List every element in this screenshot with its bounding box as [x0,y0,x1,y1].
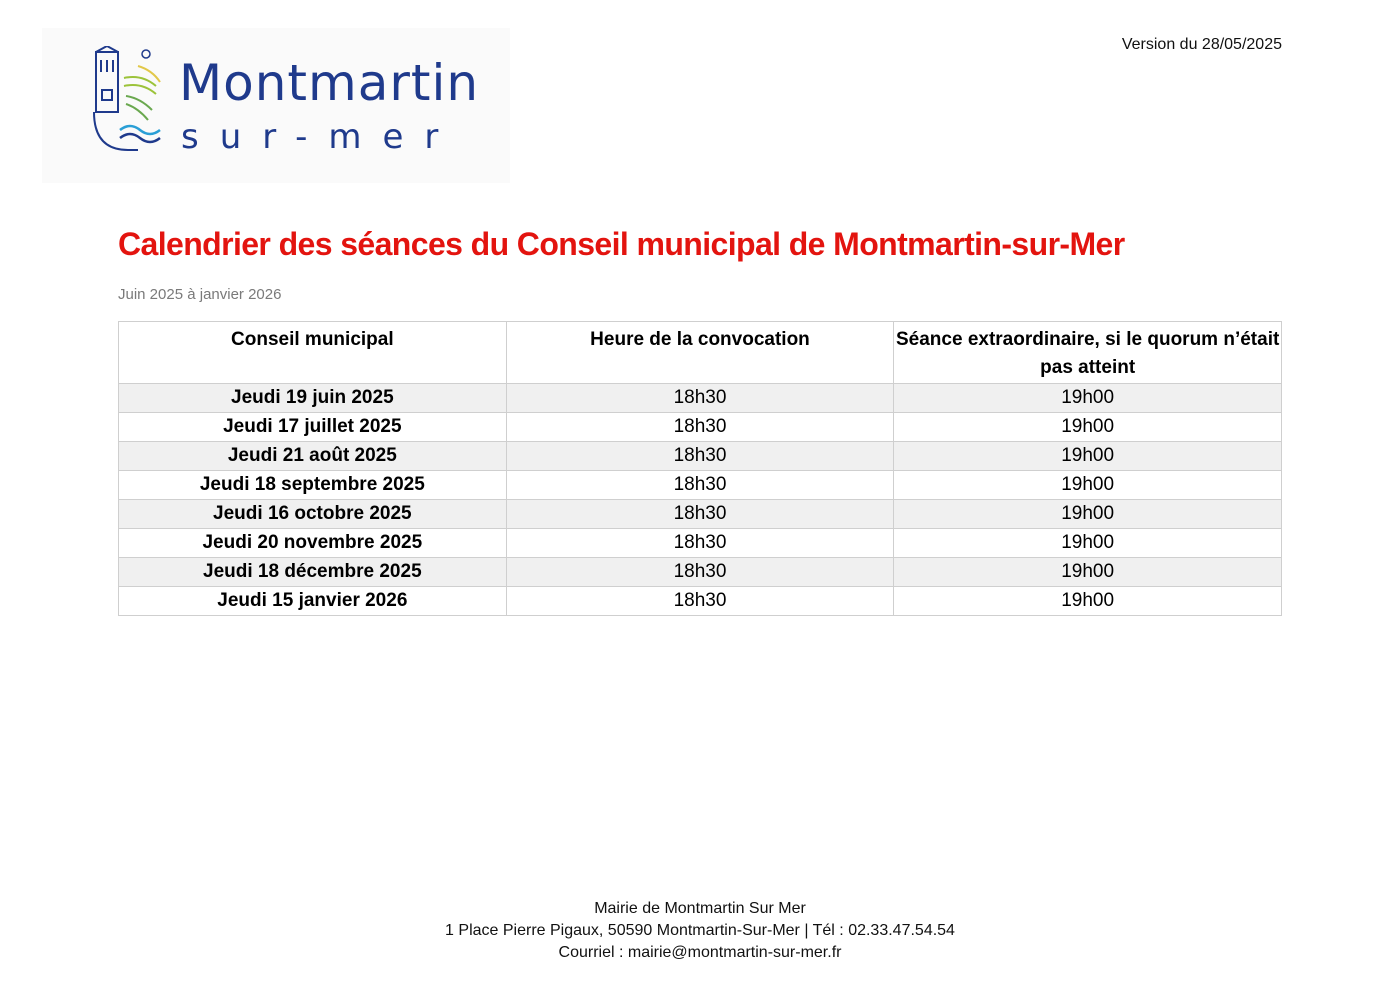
convocation-time: 18h30 [506,471,894,500]
page-subtitle: Juin 2025 à janvier 2026 [118,286,282,303]
convocation-time: 18h30 [506,442,894,471]
extraordinary-time: 19h00 [894,413,1282,442]
lighthouse-wave-icon [90,46,168,154]
column-header-council: Conseil municipal [119,322,507,384]
table-row [119,413,1282,442]
convocation-time: 18h30 [506,529,894,558]
convocation-time: 18h30 [506,384,894,413]
extraordinary-time: 19h00 [894,471,1282,500]
footer-email: Courriel : mairie@montmartin-sur-mer.fr [558,944,842,961]
logo-name: Montmartin [179,54,480,112]
session-date: Jeudi 17 juillet 2025 [119,413,507,442]
session-date: Jeudi 21 août 2025 [119,442,507,471]
schedule-table [118,321,1282,616]
municipal-logo [42,28,510,183]
footer-address-phone: 1 Place Pierre Pigaux, 50590 Montmartin-Sur-Mer | Tél : 02.33.47.54.54 [445,922,955,939]
session-date: Jeudi 19 juin 2025 [119,384,507,413]
session-date: Jeudi 18 septembre 2025 [119,471,507,500]
extraordinary-time: 19h00 [894,442,1282,471]
table-row [119,587,1282,616]
table-row [119,442,1282,471]
extraordinary-time: 19h00 [894,529,1282,558]
table-row [119,500,1282,529]
table-row [119,558,1282,587]
table-row [119,384,1282,413]
convocation-time: 18h30 [506,558,894,587]
footer-town-hall: Mairie de Montmartin Sur Mer [594,900,806,917]
convocation-time: 18h30 [506,413,894,442]
session-date: Jeudi 20 novembre 2025 [119,529,507,558]
table-row [119,529,1282,558]
logo-subname: sur-mer [181,117,460,157]
table-row [119,471,1282,500]
table-header-row [119,322,1282,384]
session-date: Jeudi 18 décembre 2025 [119,558,507,587]
column-header-extraordinary-session: Séance extraordinaire, si le quorum n’était pas atteint [894,322,1282,384]
version-date: Version du 28/05/2025 [1121,36,1282,53]
extraordinary-time: 19h00 [894,558,1282,587]
extraordinary-time: 19h00 [894,500,1282,529]
session-date: Jeudi 15 janvier 2026 [119,587,507,616]
footer [0,898,1400,964]
extraordinary-time: 19h00 [894,587,1282,616]
page-title: Calendrier des séances du Conseil municipal de Montmartin-sur-Mer [118,226,1125,262]
column-header-convocation-time: Heure de la convocation [506,322,894,384]
session-date: Jeudi 16 octobre 2025 [119,500,507,529]
extraordinary-time: 19h00 [894,384,1282,413]
convocation-time: 18h30 [506,587,894,616]
convocation-time: 18h30 [506,500,894,529]
